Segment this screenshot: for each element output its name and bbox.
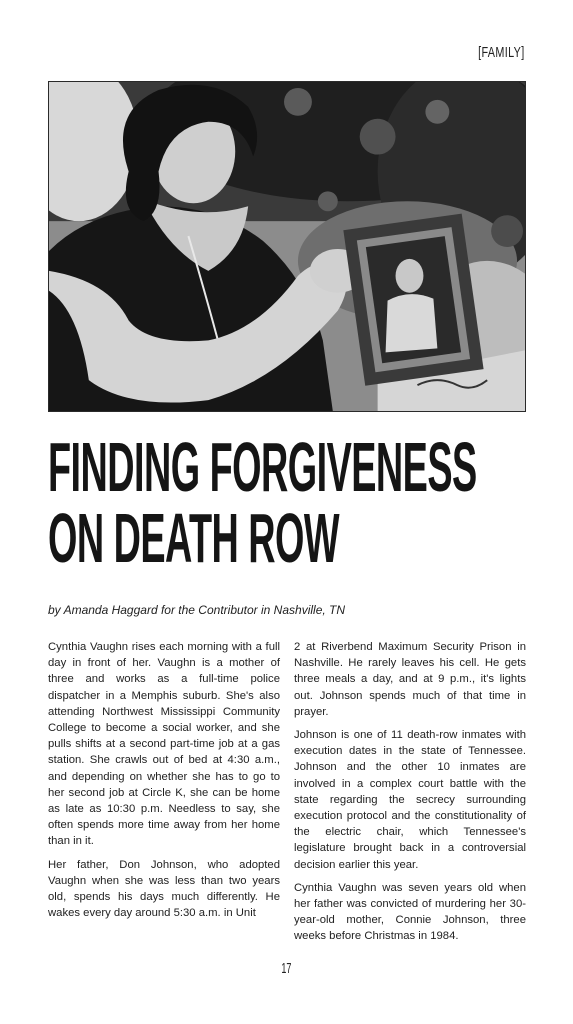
headline-line-2: ON DEATH ROW	[48, 499, 339, 577]
article-column-2	[294, 639, 526, 951]
woman-holding-framed-portrait-photo	[49, 82, 525, 411]
headline-line-1: FINDING FORGIVENESS	[48, 428, 477, 506]
paragraph: Cynthia Vaughn rises each morning with a full day in front of her. Vaughn is a mother of three and works as a full-time police dispatcher in a Memphis suburb. She's also attending Northwest Mississippi Community College to become a social worker, and she pulls shifts at a second part-time job at a gas station. She crawls out of bed at 4:30 a.m., and depending on whether she has to go to her second job at Circle K, she can be home as late as 10:30 p.m. Needless to say, she often spends more time away from her home than in it.	[48, 641, 280, 848]
section-tag: [FAMILY]	[478, 44, 525, 61]
paragraph: Johnson is one of 11 death-row inmates with execution dates in the state of Tennessee. Johnson and the other 10 inmates are involved in a complex court battle with the state regarding the secrecy surrounding execution protocol and the constitutionality of the electric chair, which Tennessee's legislature brought back in a controversial decision earlier this year.	[294, 729, 526, 871]
page-number-text: 17	[281, 960, 292, 977]
paragraph: Cynthia Vaughn was seven years old when her father was convicted of murdering her 30-year-old mother, Connie Johnson, three weeks before Christmas in 1984.	[294, 881, 526, 943]
page-number	[0, 960, 573, 977]
article-column-1	[48, 639, 280, 951]
article-photo	[48, 81, 526, 412]
paragraph: Her father, Don Johnson, who adopted Vaughn when she was less than two years old, spends his days much differently. He wakes every day around 5:30 a.m. in Unit	[48, 858, 280, 920]
paragraph: 2 at Riverbend Maximum Security Prison in Nashville. He rarely leaves his cell. He gets three meals a day, and at 9 p.m., it's lights out. Johnson spends much of that time in prayer.	[294, 641, 526, 718]
article-body	[48, 639, 526, 951]
headline	[48, 428, 526, 577]
byline: by Amanda Haggard for the Contributor in Nashville, TN	[48, 603, 346, 617]
